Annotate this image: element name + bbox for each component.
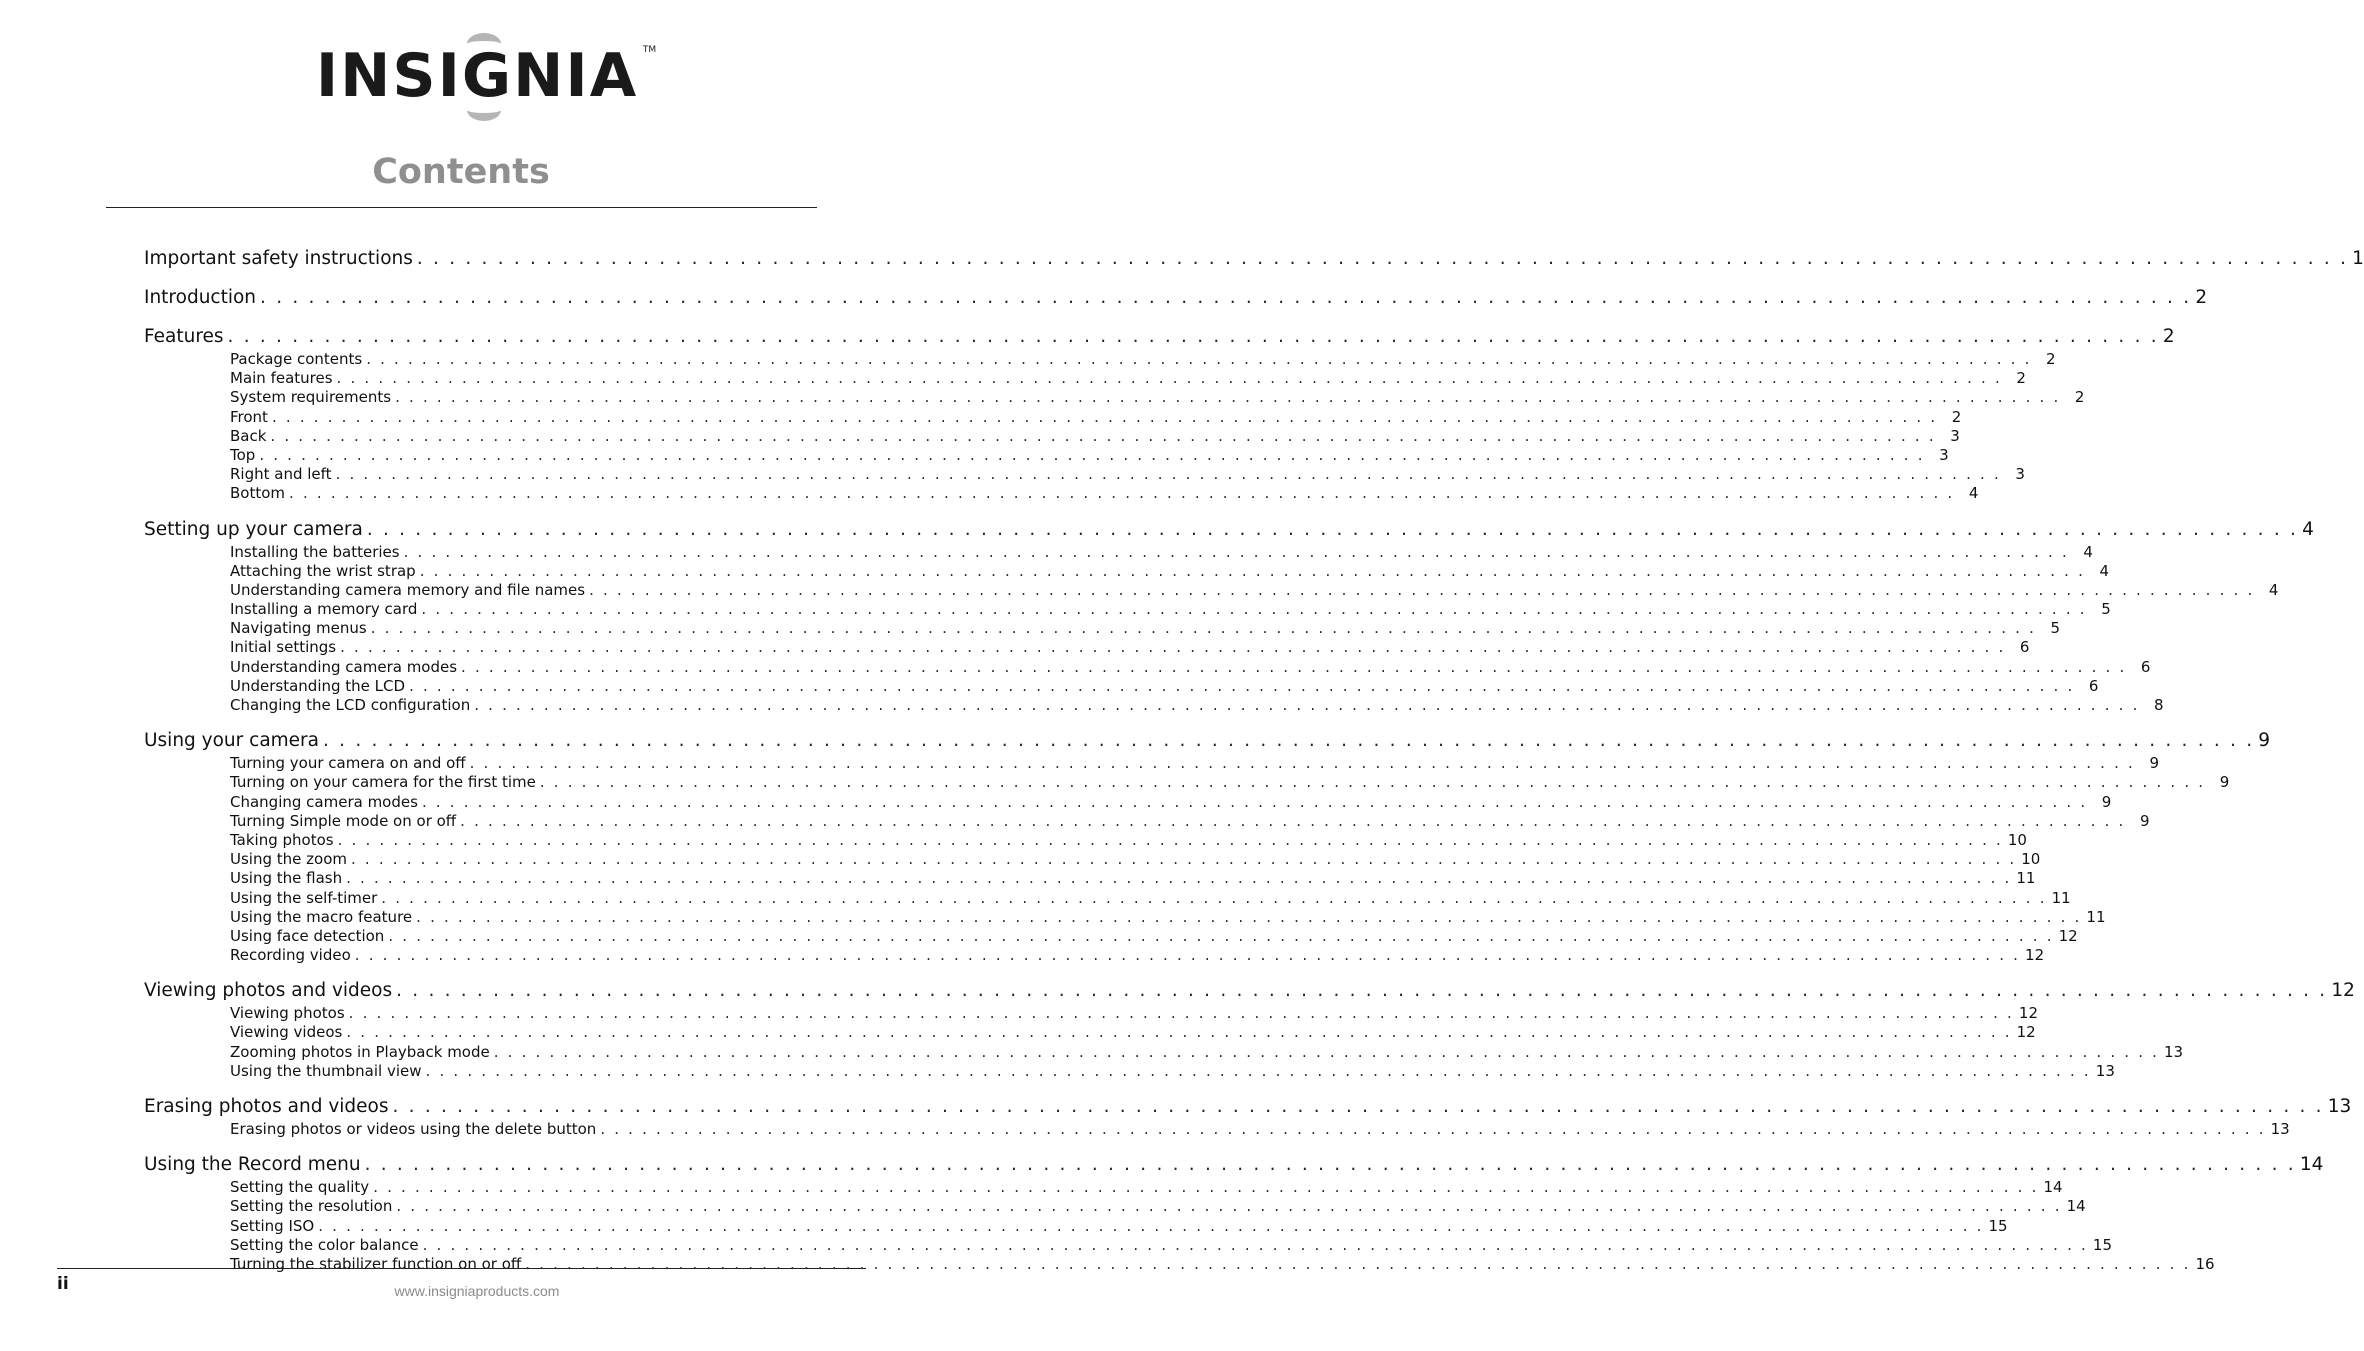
toc-subentry-page: 5 [2050,619,2061,638]
dot-leader: . . . . . . . . . . . . . . . . . . . . . . . . . . . . . . . . . . . . . . . . . . . . . . . . . . . . . . . . . . . . . . . . . . . . . . . . . . . . . . . . . . . . . . . . . . . . . . . . . . . . . . . . . . . . . . . . . . . . . . . . [335,465,2001,484]
toc-subentry[interactable] [144,850,2041,869]
dot-leader: . . . . . . . . . . . . . . . . . . . . . . . . . . . . . . . . . . . . . . . . . . . . . . . . . . . . . . . . . . . . . . . . . . . . . . . . . . . . . . . . . . . . . . . . . . . . . . . . . . . . . . . . . . . . . . . . . . . . . . . . [395,388,2061,407]
toc-entry-page: 2 [2195,287,2208,308]
toc-subentry-title: Understanding camera modes [230,657,458,676]
toc-subentry-title: Installing the batteries [230,542,400,561]
footer-divider [57,1268,866,1269]
dot-leader: . . . . . . . . . . . . . . . . . . . . . . . . . . . . . . . . . . . . . . . . . . . . . . . . . . . . . . . . . . . . . . . . . . . . . . . . . . . . . . . . . . . . . . . . . . . . . . . . . . . . . . . . . . . . . . . . . . . . . . . . [461,657,2127,676]
toc-subentry-title: Viewing videos [230,1023,343,1042]
toc-subentry-title: Recording video [230,946,351,965]
dot-leader: . . . . . . . . . . . . . . . . . . . . . . . . . . . . . . . . . . . . . . . . . . . . . . . . . . . . . . . . . . . . . . . . . . . . . . . . . . . . . . . . . . . . . . . . . . . . . . . . . . . . . . . . . . . . . . . . . . . . . . . . [409,676,2075,695]
toc-subentry[interactable] [144,926,2078,946]
toc-subentry-title: Erasing photos or videos using the delete button [230,1120,597,1138]
toc-subentry-page: 2 [1951,407,1962,426]
toc-subentry-page: 5 [2101,600,2111,619]
toc-subentry-page: 12 [2058,926,2078,945]
toc-entry-page: 13 [2327,1096,2352,1117]
toc-subentry-page: 4 [2268,580,2279,599]
dot-leader: . . . . . . . . . . . . . . . . . . . . . . . . . . . . . . . . . . . . . . . . . . . . . . . . . . . . . . . . . . . . . . . . . . . . . . . . . . . . . . . . . . . . . . . . . . . . . . . . . . . . . . . . . . . . . . . . . . . . . . . . [416,907,2082,926]
toc-entry[interactable] [144,285,2208,311]
toc-entry-title: Important safety instructions [144,248,413,269]
logo-text: INSIGNIA [315,41,639,111]
toc-subentry-title: Setting the color balance [230,1235,419,1254]
toc-subentry-page: 10 [2021,850,2041,869]
toc-subentry-page: 8 [2154,696,2164,714]
toc-subentry-page: 12 [2025,946,2045,965]
logo-arc-bottom [467,99,501,121]
dot-leader: . . . . . . . . . . . . . . . . . . . . . . . . . . . . . . . . . . . . . . . . . . . . . . . . . . . . . . . . . . . . . . . . . . . . . . . . . . . . . . . . . . . . . . . . . . . . . . . . . . . . . . . . . . . . . . . . . . . . . . . . [350,850,2017,869]
toc-entry-page: 14 [2299,1154,2324,1176]
toc-subentry-page: 14 [2043,1178,2063,1197]
toc-subentry[interactable] [144,369,2026,388]
toc-subentry-title: Navigating menus [230,619,367,638]
toc-entry-title: Using your camera [144,730,320,752]
toc-subentry-page: 2 [2046,350,2056,368]
toc-subentry-title: Main features [230,369,333,388]
toc-entry[interactable] [144,324,2175,350]
toc-subentry-page: 15 [1988,1216,2008,1235]
toc-subentry-page: 12 [2018,1004,2039,1023]
toc-subentry-title: Zooming photos in Playback mode [230,1042,490,1061]
toc-subentry-title: Using face detection [230,926,385,945]
toc-subentry-title: Bottom [230,484,286,503]
dot-leader: . . . . . . . . . . . . . . . . . . . . . . . . . . . . . . . . . . . . . . . . . . . . . . . . . . . . . . . . . . . . . . . . . . . . . . . . . . . . . . . . . . . . . . . . . . . . . . . . . . . . . . . . . . . . . . . . . . . . . . . . [366,518,2299,540]
dot-leader: . . . . . . . . . . . . . . . . . . . . . . . . . . . . . . . . . . . . . . . . . . . . . . . . . . . . . . . . . . . . . . . . . . . . . . . . . . . . . . . . . . . . . . . . . . . . . . . . . . . . . . . . . . . . . . . . . . . . . . . . [388,926,2054,945]
dot-leader: . . . . . . . . . . . . . . . . . . . . . . . . . . . . . . . . . . . . . . . . . . . . . . . . . . . . . . . . . . . . . . . . . . . . . . . . . . . . . . . . . . . . . . . . . . . . . . . . . . . . . . . . . . . . . . . . . . . . . . . . [340,638,2006,657]
dot-leader: . . . . . . . . . . . . . . . . . . . . . . . . . . . . . . . . . . . . . . . . . . . . . . . . . . . . . . . . . . . . . . . . . . . . . . . . . . . . . . . . . . . . . . . . . . . . . . . . . . . . . . . . . . . . . . . . . . . . . . . . [323,730,2255,752]
toc-subentry-page: 9 [2219,773,2230,792]
toc-subentry-page: 13 [2095,1061,2115,1080]
toc-entry[interactable] [144,978,2355,1004]
toc-subentry-page: 9 [2149,754,2159,773]
toc-subentry-title: Viewing photos [230,1004,345,1023]
toc-subentry[interactable] [144,888,2071,908]
toc-subentry-title: Top [230,445,256,464]
toc-section [144,978,2355,1081]
toc-entry-title: Features [144,326,224,347]
dot-leader: . . . . . . . . . . . . . . . . . . . . . . . . . . . . . . . . . . . . . . . . . . . . . . . . . . . . . . . . . . . . . . . . . . . . . . . . . . . . . . . . . . . . . . . . . . . . . . . . . . . . . . . . . . . . . . . . . . . . . . . . [336,369,2002,388]
brand-logo [0,28,954,124]
toc-subentry-title: Attaching the wrist strap [230,561,416,580]
toc-subentry-page: 4 [2099,561,2110,580]
toc-subentry[interactable] [144,561,2110,581]
toc-section [144,517,2314,716]
toc-subentry[interactable] [144,484,1979,503]
toc-subentry-title: Setting the quality [230,1178,370,1197]
toc-entry[interactable] [144,1152,2324,1178]
toc-entry[interactable] [144,1094,2352,1120]
toc-subentry-title: Using the thumbnail view [230,1061,422,1080]
dot-leader: . . . . . . . . . . . . . . . . . . . . . . . . . . . . . . . . . . . . . . . . . . . . . . . . . . . . . . . . . . . . . . . . . . . . . . . . . . . . . . . . . . . . . . . . . . . . . . . . . . . . . . . . . . . . . . . . . . . . . . . . [364,1154,2296,1176]
toc-entry-page: 12 [2331,980,2355,1002]
toc-subentry[interactable] [144,696,2164,715]
toc-subentry[interactable] [144,426,1960,446]
title-divider [106,207,817,208]
toc-entry-title: Setting up your camera [144,518,363,540]
dot-leader: . . . . . . . . . . . . . . . . . . . . . . . . . . . . . . . . . . . . . . . . . . . . . . . . . . . . . . . . . . . . . . . . . . . . . . . . . . . . . . . . . . . . . . . . . . . . . . . . . . . . . . . . . . . . . . . . . . . . . . . . [421,600,2087,619]
toc-subentry-title: Changing the LCD configuration [230,696,471,714]
toc-subentry-page: 3 [1950,426,1960,445]
dot-leader: . . . . . . . . . . . . . . . . . . . . . . . . . . . . . . . . . . . . . . . . . . . . . . . . . . . . . . . . . . . . . . . . . . . . . . . . . . . . . . . . . . . . . . . . . . . . . . . . . . . . . . . . . . . . . . . . . . . . . . . . [337,830,2003,849]
toc-subentry-page: 16 [2195,1254,2215,1273]
toc-entry[interactable] [144,517,2314,543]
toc-subentry[interactable] [144,580,2279,600]
dot-leader: . . . . . . . . . . . . . . . . . . . . . . . . . . . . . . . . . . . . . . . . . . . . . . . . . . . . . . . . . . . . . . . . . . . . . . . . . . . . . . . . . . . . . . . . . . . . . . . . . . . . . . . . . . . . . . . . . . . . . . . . [260,287,2192,308]
dot-leader: . . . . . . . . . . . . . . . . . . . . . . . . . . . . . . . . . . . . . . . . . . . . . . . . . . . . . . . . . . . . . . . . . . . . . . . . . . . . . . . . . . . . . . . . . . . . . . . . . . . . . . . . . . . . . . . . . . . . . . . . [525,1254,2191,1273]
toc-subentry[interactable] [144,407,1962,427]
toc-subentry[interactable] [144,830,2027,850]
trademark-mark: TM [642,45,657,55]
toc-section [144,324,2175,504]
toc-section [144,246,2364,272]
toc-subentry-title: Using the self-timer [230,888,378,907]
toc-subentry-page: 14 [2066,1197,2086,1216]
dot-leader: . . . . . . . . . . . . . . . . . . . . . . . . . . . . . . . . . . . . . . . . . . . . . . . . . . . . . . . . . . . . . . . . . . . . . . . . . . . . . . . . . . . . . . . . . . . . . . . . . . . . . . . . . . . . . . . . . . . . . . . . [460,811,2126,830]
toc-subentry[interactable] [144,1178,2063,1197]
dot-leader: . . . . . . . . . . . . . . . . . . . . . . . . . . . . . . . . . . . . . . . . . . . . . . . . . . . . . . . . . . . . . . . . . . . . . . . . . . . . . . . . . . . . . . . . . . . . . . . . . . . . . . . . . . . . . . . . . . . . . . . . [259,445,1925,464]
toc-subentry-page: 6 [2019,638,2030,657]
toc-subentry-title: Using the macro feature [230,907,413,926]
toc-entry-page: 4 [2302,518,2314,540]
toc-subentry-title: Front [230,407,268,426]
toc-subentry-title: Understanding camera memory and file names [230,580,586,599]
footer-url: www.insigniaproducts.com [394,1283,560,1299]
toc-subentry-title: Package contents [230,350,363,368]
toc-subentry[interactable] [144,754,2159,773]
dot-leader: . . . . . . . . . . . . . . . . . . . . . . . . . . . . . . . . . . . . . . . . . . . . . . . . . . . . . . . . . . . . . . . . . . . . . . . . . . . . . . . . . . . . . . . . . . . . . . . . . . . . . . . . . . . . . . . . . . . . . . . . [396,1197,2062,1216]
dot-leader: . . . . . . . . . . . . . . . . . . . . . . . . . . . . . . . . . . . . . . . . . . . . . . . . . . . . . . . . . . . . . . . . . . . . . . . . . . . . . . . . . . . . . . . . . . . . . . . . . . . . . . . . . . . . . . . . . . . . . . . . [589,580,2255,599]
page-title: Contents [372,152,550,192]
toc-subentry[interactable] [144,773,2230,792]
toc-subentry-title: System requirements [230,388,392,407]
toc-subentry[interactable] [144,1023,2036,1042]
dot-leader: . . . . . . . . . . . . . . . . . . . . . . . . . . . . . . . . . . . . . . . . . . . . . . . . . . . . . . . . . . . . . . . . . . . . . . . . . . . . . . . . . . . . . . . . . . . . . . . . . . . . . . . . . . . . . . . . . . . . . . . . [474,696,2140,714]
toc-subentry[interactable] [144,869,2036,888]
toc-subentry-page: 4 [2083,542,2093,561]
dot-leader: . . . . . . . . . . . . . . . . . . . . . . . . . . . . . . . . . . . . . . . . . . . . . . . . . . . . . . . . . . . . . . . . . . . . . . . . . . . . . . . . . . . . . . . . . . . . . . . . . . . . . . . . . . . . . . . . . . . . . . . . [539,773,2206,792]
toc-subentry-page: 13 [2164,1042,2184,1061]
dot-leader: . . . . . . . . . . . . . . . . . . . . . . . . . . . . . . . . . . . . . . . . . . . . . . . . . . . . . . . . . . . . . . . . . . . . . . . . . . . . . . . . . . . . . . . . . . . . . . . . . . . . . . . . . . . . . . . . . . . . . . . . [403,542,2069,561]
toc-subentry-title: Changing camera modes [230,792,418,811]
dot-leader: . . . . . . . . . . . . . . . . . . . . . . . . . . . . . . . . . . . . . . . . . . . . . . . . . . . . . . . . . . . . . . . . . . . . . . . . . . . . . . . . . . . . . . . . . . . . . . . . . . . . . . . . . . . . . . . . . . . . . . . . [227,326,2159,347]
dot-leader: . . . . . . . . . . . . . . . . . . . . . . . . . . . . . . . . . . . . . . . . . . . . . . . . . . . . . . . . . . . . . . . . . . . . . . . . . . . . . . . . . . . . . . . . . . . . . . . . . . . . . . . . . . . . . . . . . . . . . . . . [373,1178,2039,1197]
toc-subentry-title: Turning the stabilizer function on or off [230,1254,522,1273]
toc-subentry[interactable] [144,445,1949,465]
dot-leader: . . . . . . . . . . . . . . . . . . . . . . . . . . . . . . . . . . . . . . . . . . . . . . . . . . . . . . . . . . . . . . . . . . . . . . . . . . . . . . . . . . . . . . . . . . . . . . . . . . . . . . . . . . . . . . . . . . . . . . . . [346,869,2012,888]
toc-subentry[interactable] [144,811,2150,831]
dot-leader: . . . . . . . . . . . . . . . . . . . . . . . . . . . . . . . . . . . . . . . . . . . . . . . . . . . . . . . . . . . . . . . . . . . . . . . . . . . . . . . . . . . . . . . . . . . . . . . . . . . . . . . . . . . . . . . . . . . . . . . . [354,946,2021,965]
toc-subentry[interactable] [144,619,2061,638]
toc-subentry-title: Using the flash [230,869,343,888]
toc-subentry[interactable] [144,350,2056,369]
toc-subentry-page: 9 [2139,811,2150,830]
toc-subentry-title: Setting the resolution [230,1197,393,1216]
dot-leader: . . . . . . . . . . . . . . . . . . . . . . . . . . . . . . . . . . . . . . . . . . . . . . . . . . . . . . . . . . . . . . . . . . . . . . . . . . . . . . . . . . . . . . . . . . . . . . . . . . . . . . . . . . . . . . . . . . . . . . . . [419,561,2086,580]
toc-subentry[interactable] [144,676,2099,696]
toc-subentry-page: 11 [2016,869,2036,888]
toc-subentry-page: 11 [2051,888,2071,907]
toc-subentry-title: Right and left [230,465,332,484]
toc-subentry-title: Using the zoom [230,850,347,869]
toc-subentry-title: Understanding the LCD [230,676,406,695]
toc-subentry-title: Taking photos [230,830,334,849]
toc-entry-title: Using the Record menu [144,1154,361,1176]
dot-leader: . . . . . . . . . . . . . . . . . . . . . . . . . . . . . . . . . . . . . . . . . . . . . . . . . . . . . . . . . . . . . . . . . . . . . . . . . . . . . . . . . . . . . . . . . . . . . . . . . . . . . . . . . . . . . . . . . . . . . . . . [396,980,2328,1002]
logo-arc-top [467,33,501,55]
dot-leader: . . . . . . . . . . . . . . . . . . . . . . . . . . . . . . . . . . . . . . . . . . . . . . . . . . . . . . . . . . . . . . . . . . . . . . . . . . . . . . . . . . . . . . . . . . . . . . . . . . . . . . . . . . . . . . . . . . . . . . . . [392,1096,2324,1117]
toc-subentry[interactable] [144,1254,2215,1274]
dot-leader: . . . . . . . . . . . . . . . . . . . . . . . . . . . . . . . . . . . . . . . . . . . . . . . . . . . . . . . . . . . . . . . . . . . . . . . . . . . . . . . . . . . . . . . . . . . . . . . . . . . . . . . . . . . . . . . . . . . . . . . . [318,1216,1984,1235]
toc-subentry[interactable] [144,946,2045,965]
toc-subentry-page: 9 [2101,792,2112,811]
dot-leader: . . . . . . . . . . . . . . . . . . . . . . . . . . . . . . . . . . . . . . . . . . . . . . . . . . . . . . . . . . . . . . . . . . . . . . . . . . . . . . . . . . . . . . . . . . . . . . . . . . . . . . . . . . . . . . . . . . . . . . . . [366,350,2032,368]
toc-subentry-page: 6 [2088,676,2099,695]
toc-entry-title: Viewing photos and videos [144,980,393,1002]
toc-subentry-page: 6 [2140,657,2151,676]
toc-subentry-page: 3 [2015,465,2025,484]
toc-subentry-page: 2 [2074,388,2085,407]
toc-subentry[interactable] [144,600,2111,619]
toc-section [144,728,2271,965]
toc-subentry[interactable] [144,657,2151,677]
toc-subentry-title: Turning Simple mode on or off [230,811,457,830]
dot-leader: . . . . . . . . . . . . . . . . . . . . . . . . . . . . . . . . . . . . . . . . . . . . . . . . . . . . . . . . . . . . . . . . . . . . . . . . . . . . . . . . . . . . . . . . . . . . . . . . . . . . . . . . . . . . . . . . . . . . . . . . [271,407,1938,426]
dot-leader: . . . . . . . . . . . . . . . . . . . . . . . . . . . . . . . . . . . . . . . . . . . . . . . . . . . . . . . . . . . . . . . . . . . . . . . . . . . . . . . . . . . . . . . . . . . . . . . . . . . . . . . . . . . . . . . . . . . . . . . . [469,754,2135,773]
dot-leader: . . . . . . . . . . . . . . . . . . . . . . . . . . . . . . . . . . . . . . . . . . . . . . . . . . . . . . . . . . . . . . . . . . . . . . . . . . . . . . . . . . . . . . . . . . . . . . . . . . . . . . . . . . . . . . . . . . . . . . . . [416,248,2349,269]
toc-subentry-page: 13 [2270,1120,2290,1138]
toc-subentry[interactable] [144,1004,2039,1023]
toc-subentry-page: 15 [2092,1235,2112,1254]
toc-subentry-page: 11 [2086,907,2106,926]
toc-entry-page: 9 [2258,730,2271,752]
toc-entry[interactable] [144,246,2364,272]
toc-subentry-title: Back [230,426,267,445]
toc-subentry-title: Setting ISO [230,1216,315,1235]
dot-leader: . . . . . . . . . . . . . . . . . . . . . . . . . . . . . . . . . . . . . . . . . . . . . . . . . . . . . . . . . . . . . . . . . . . . . . . . . . . . . . . . . . . . . . . . . . . . . . . . . . . . . . . . . . . . . . . . . . . . . . . . [346,1023,2012,1042]
toc-subentry[interactable] [144,907,2106,927]
toc-entry-page: 1 [2352,248,2364,269]
toc-subentry[interactable] [144,1042,2184,1062]
toc-subentry-page: 10 [2007,830,2027,849]
toc-section [144,1152,2324,1274]
toc-section [144,1094,2352,1139]
toc-subentry-title: Turning your camera on and off [230,754,466,773]
toc-subentry-title: Initial settings [230,638,337,657]
toc-subentry[interactable] [144,1235,2112,1255]
dot-leader: . . . . . . . . . . . . . . . . . . . . . . . . . . . . . . . . . . . . . . . . . . . . . . . . . . . . . . . . . . . . . . . . . . . . . . . . . . . . . . . . . . . . . . . . . . . . . . . . . . . . . . . . . . . . . . . . . . . . . . . . [493,1042,2160,1061]
toc-subentry[interactable] [144,638,2030,657]
toc-subentry-page: 12 [2016,1023,2036,1042]
dot-leader: . . . . . . . . . . . . . . . . . . . . . . . . . . . . . . . . . . . . . . . . . . . . . . . . . . . . . . . . . . . . . . . . . . . . . . . . . . . . . . . . . . . . . . . . . . . . . . . . . . . . . . . . . . . . . . . . . . . . . . . . [370,619,2037,638]
toc-subentry[interactable] [144,1216,2008,1236]
dot-leader: . . . . . . . . . . . . . . . . . . . . . . . . . . . . . . . . . . . . . . . . . . . . . . . . . . . . . . . . . . . . . . . . . . . . . . . . . . . . . . . . . . . . . . . . . . . . . . . . . . . . . . . . . . . . . . . . . . . . . . . . [381,888,2047,907]
toc-subentry[interactable] [144,388,2085,407]
table-of-contents [144,246,2364,1287]
toc-subentry-page: 3 [1939,445,1949,464]
toc-entry-title: Introduction [144,287,257,308]
dot-leader: . . . . . . . . . . . . . . . . . . . . . . . . . . . . . . . . . . . . . . . . . . . . . . . . . . . . . . . . . . . . . . . . . . . . . . . . . . . . . . . . . . . . . . . . . . . . . . . . . . . . . . . . . . . . . . . . . . . . . . . . [422,1235,2088,1254]
dot-leader: . . . . . . . . . . . . . . . . . . . . . . . . . . . . . . . . . . . . . . . . . . . . . . . . . . . . . . . . . . . . . . . . . . . . . . . . . . . . . . . . . . . . . . . . . . . . . . . . . . . . . . . . . . . . . . . . . . . . . . . . [600,1120,2266,1138]
dot-leader: . . . . . . . . . . . . . . . . . . . . . . . . . . . . . . . . . . . . . . . . . . . . . . . . . . . . . . . . . . . . . . . . . . . . . . . . . . . . . . . . . . . . . . . . . . . . . . . . . . . . . . . . . . . . . . . . . . . . . . . . [421,792,2088,811]
toc-subentry-title: Turning on your camera for the first time [230,773,536,792]
page-number: ii [57,1274,69,1294]
toc-subentry[interactable] [144,1061,2115,1081]
toc-subentry[interactable] [144,465,2025,484]
toc-subentry-title: Installing a memory card [230,600,418,619]
toc-subentry[interactable] [144,1197,2086,1216]
toc-entry[interactable] [144,728,2271,754]
dot-leader: . . . . . . . . . . . . . . . . . . . . . . . . . . . . . . . . . . . . . . . . . . . . . . . . . . . . . . . . . . . . . . . . . . . . . . . . . . . . . . . . . . . . . . . . . . . . . . . . . . . . . . . . . . . . . . . . . . . . . . . . [348,1004,2015,1023]
toc-subentry-page: 4 [1968,484,1979,503]
toc-section [144,285,2208,311]
dot-leader: . . . . . . . . . . . . . . . . . . . . . . . . . . . . . . . . . . . . . . . . . . . . . . . . . . . . . . . . . . . . . . . . . . . . . . . . . . . . . . . . . . . . . . . . . . . . . . . . . . . . . . . . . . . . . . . . . . . . . . . . [289,484,1955,503]
dot-leader: . . . . . . . . . . . . . . . . . . . . . . . . . . . . . . . . . . . . . . . . . . . . . . . . . . . . . . . . . . . . . . . . . . . . . . . . . . . . . . . . . . . . . . . . . . . . . . . . . . . . . . . . . . . . . . . . . . . . . . . . [270,426,1936,445]
toc-subentry[interactable] [144,792,2112,812]
toc-entry-page: 2 [2162,326,2175,347]
dot-leader: . . . . . . . . . . . . . . . . . . . . . . . . . . . . . . . . . . . . . . . . . . . . . . . . . . . . . . . . . . . . . . . . . . . . . . . . . . . . . . . . . . . . . . . . . . . . . . . . . . . . . . . . . . . . . . . . . . . . . . . . [425,1061,2091,1080]
toc-subentry[interactable] [144,542,2093,562]
toc-subentry[interactable] [144,1120,2290,1139]
toc-entry-title: Erasing photos and videos [144,1096,389,1117]
toc-subentry-page: 2 [2016,369,2026,388]
